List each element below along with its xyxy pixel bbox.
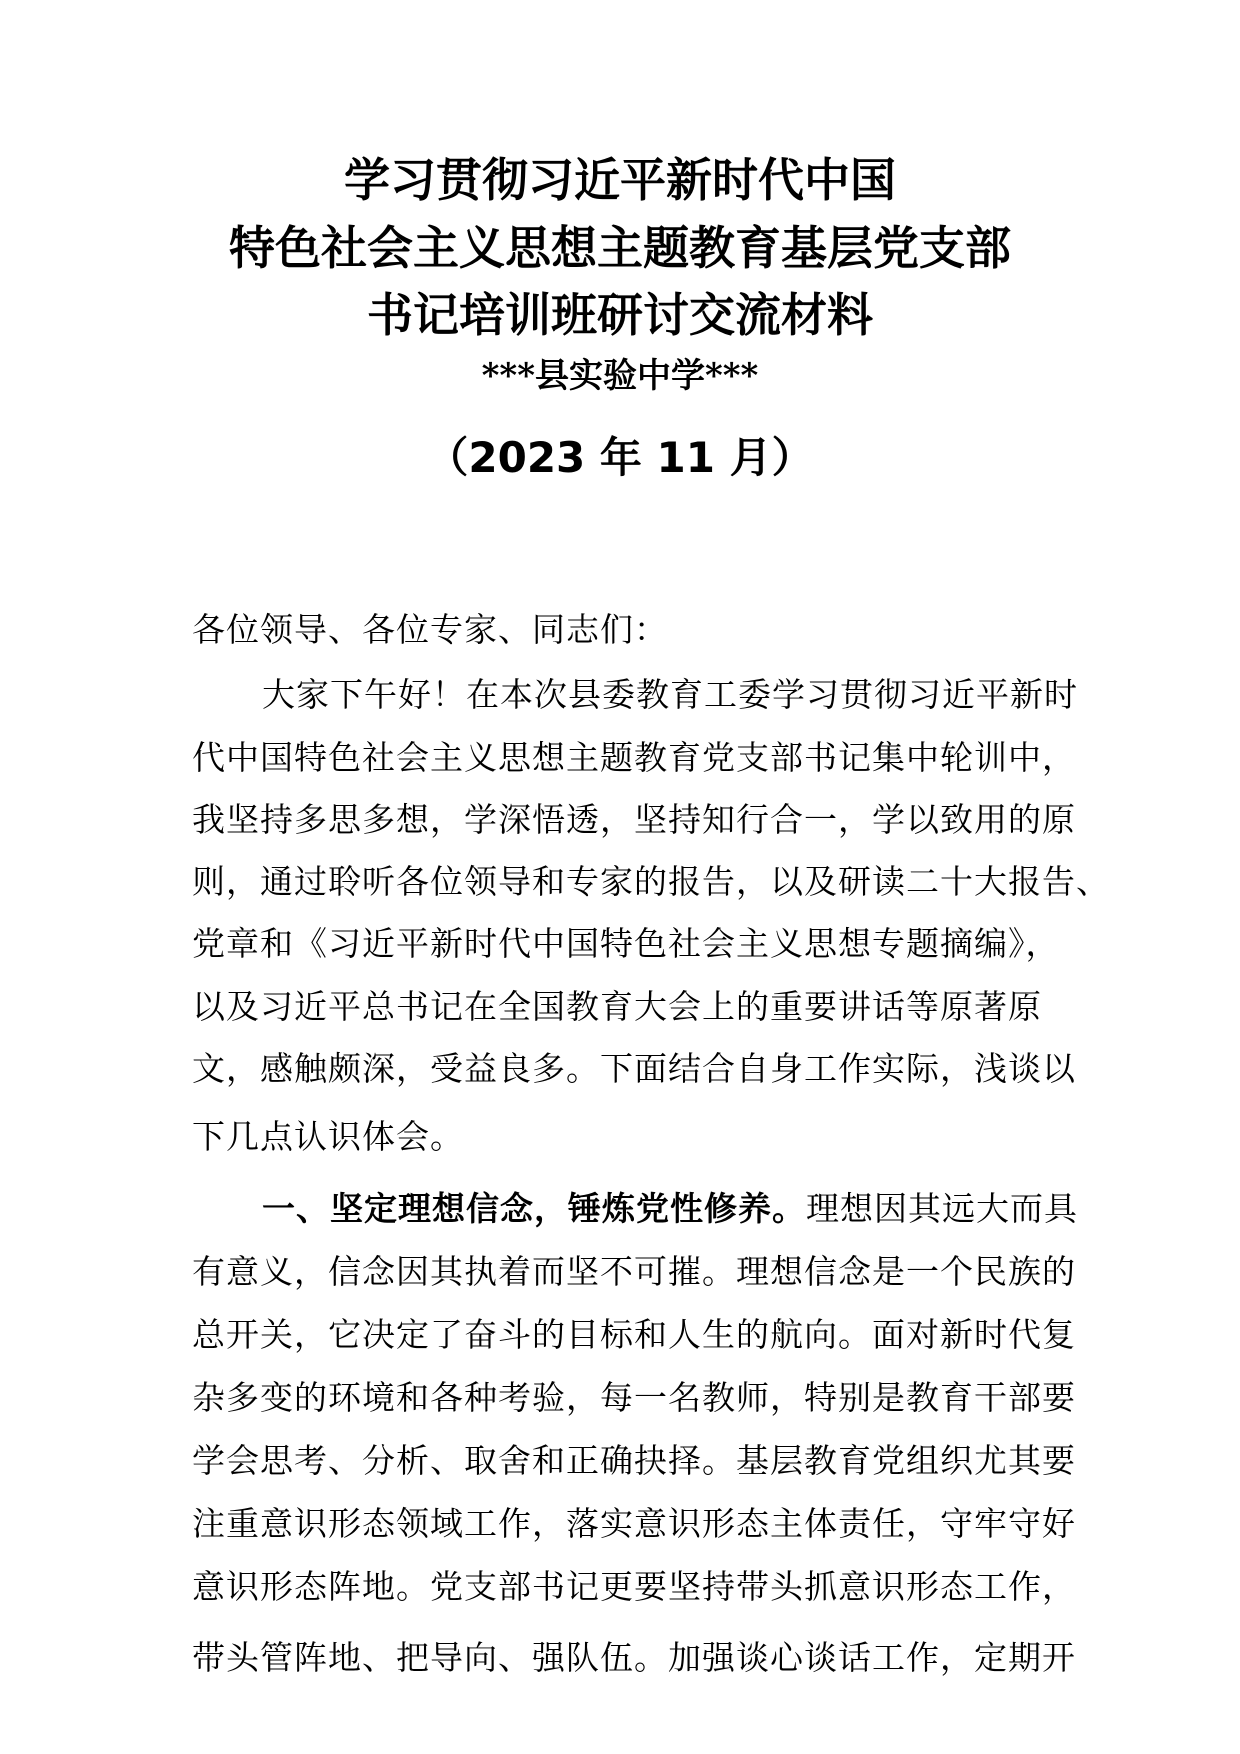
- intro-line: 下几点认识体会。: [192, 1117, 464, 1156]
- school-name: ***县实验中学***: [481, 356, 759, 396]
- intro-line: 代中国特色社会主义思想主题教育党支部书记集中轮训中，: [192, 738, 1076, 777]
- section1-line: 总开关，它决定了奋斗的目标和人生的航向。面对新时代复: [192, 1315, 1076, 1354]
- title-line-1: 学习贯彻习近平新时代中国: [344, 153, 896, 207]
- section1-heading: 一、坚定理想信念，锤炼党性修养。: [262, 1189, 806, 1228]
- section1-line: 杂多变的环境和各种考验，每一名教师，特别是教育干部要: [192, 1378, 1076, 1417]
- section1-line: 注重意识形态领域工作，落实意识形态主体责任，守牢守好: [192, 1504, 1076, 1543]
- section1-line: 学会思考、分析、取舍和正确抉择。基层教育党组织尤其要: [192, 1441, 1076, 1480]
- section1-line: 意识形态阵地。党支部书记更要坚持带头抓意识形态工作，: [192, 1567, 1076, 1606]
- title-line-2: 特色社会主义思想主题教育基层党支部: [229, 221, 1011, 275]
- intro-line: 大家下午好！在本次县委教育工委学习贯彻习近平新时: [262, 675, 1078, 714]
- section1-line: 有意义，信念因其执着而坚不可摧。理想信念是一个民族的: [192, 1252, 1076, 1291]
- document-date: （2023 年 11 月）: [426, 433, 814, 482]
- intro-line: 党章和《习近平新时代中国特色社会主义思想专题摘编》，: [192, 924, 1060, 963]
- title-line-3: 书记培训班研讨交流材料: [367, 288, 873, 342]
- salutation: 各位领导、各位专家、同志们：: [192, 610, 668, 649]
- section1-first-line: [262, 1187, 1078, 1231]
- section1-line: 带头管阵地、把导向、强队伍。加强谈心谈话工作，定期开: [192, 1638, 1076, 1677]
- intro-line: 我坚持多思多想，学深悟透，坚持知行合一，学以致用的原: [192, 800, 1076, 839]
- section1-first-rest: 理想因其远大而具: [806, 1189, 1078, 1228]
- intro-line: 以及习近平总书记在全国教育大会上的重要讲话等原著原: [192, 987, 1042, 1026]
- intro-line: 则，通过聆听各位领导和专家的报告，以及研读二十大报告、: [192, 862, 1110, 901]
- intro-line: 文，感触颇深，受益良多。下面结合自身工作实际，浅谈以: [192, 1049, 1076, 1088]
